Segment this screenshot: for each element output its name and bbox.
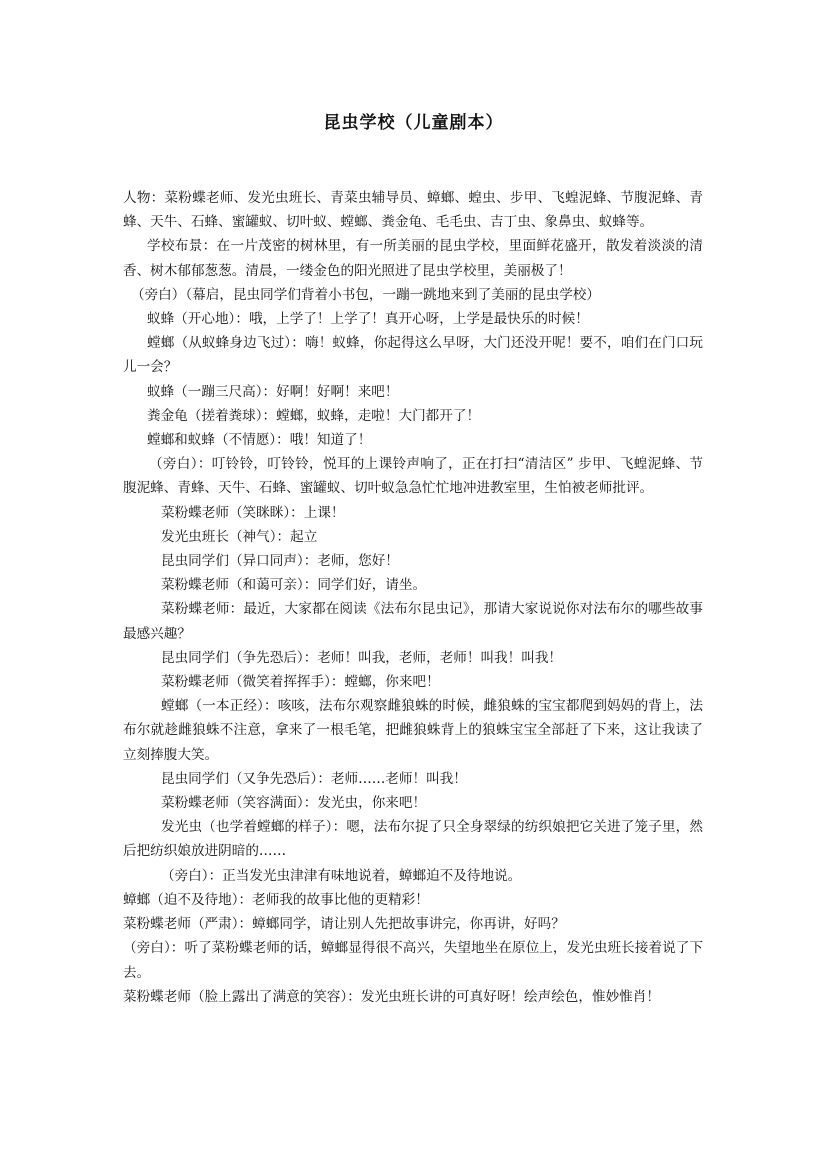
paragraph-dialogue: 菜粉蝶老师（笑眯眯）：上课！ xyxy=(161,504,345,521)
paragraph-dialogue: 昆虫同学们（争先恐后）：老师！叫我，老师，老师！叫我！叫我！ xyxy=(161,649,563,666)
paragraph-dialogue: 发光虫班长（神气）：起立 xyxy=(161,528,318,545)
paragraph-dialogue: 菜粉蝶老师（微笑着挥挥手）：螳螂，你来吧！ xyxy=(161,674,440,691)
paragraph-dialogue: 菜粉蝶老师（脸上露出了满意的笑容）：发光虫班长讲的可真好呀！绘声绘色，惟妙惟肖！ xyxy=(123,988,660,1005)
paragraph-dialogue: 蟑螂（迫不及待地）：老师我的故事比他的更精彩！ xyxy=(123,891,429,908)
paragraph-dialogue: 昆虫同学们（又争先恐后）：老师……老师！叫我！ xyxy=(161,770,467,787)
paragraph-dialogue: 蚁蜂（一蹦三尺高）：好啊！好啊！来吧！ xyxy=(147,383,399,400)
paragraph-narration: （旁白）（幕启，昆虫同学们背着小书包，一蹦一跳地来到了美丽的昆虫学校） xyxy=(131,286,600,303)
paragraph-narration: （旁白）：叮铃铃，叮铃铃，悦耳的上课铃声响了，正在打扫“清洁区” 步甲、飞蝗泥蜂、节腹泥蜂、青蜂、天牛、石蜂、蜜罐蚁、切叶蚁急急忙忙地冲进教室里，生怕被老师批评。 xyxy=(123,456,703,497)
paragraph-dialogue: 蚁蜂（开心地）：哦，上学了！上学了！真开心呀，上学是最快乐的时候！ xyxy=(147,311,589,328)
paragraph-dialogue: 螳螂（从蚁蜂身边飞过）：嗨！蚁蜂，你起得这么早呀，大门还没开呢！要不，咱们在门口玩儿一会？ xyxy=(123,335,703,376)
paragraph-narration: （旁白）：正当发光虫津津有味地说着，蟑螂迫不及待地说。 xyxy=(161,867,522,884)
paragraph-dialogue: 螳螂和蚁蜂（不情愿）：哦！知道了！ xyxy=(147,432,372,449)
paragraph-dialogue: 菜粉蝶老师：最近，大家都在阅读《法布尔昆虫记》，那请大家说说你对法布尔的哪些故事最感兴趣？ xyxy=(123,601,703,642)
paragraph-characters: 人物：菜粉蝶老师、发光虫班长、青菜虫辅导员、蟑螂、蝗虫、步甲、飞蝗泥蜂、节腹泥蜂、青蜂、天牛、石蜂、蜜罐蚁、切叶蚁、螳螂、粪金龟、毛毛虫、吉丁虫、象鼻虫、蚁蜂等。 xyxy=(123,190,703,231)
paragraph-setting: 学校布景：在一片茂密的树林里，有一所美丽的昆虫学校，里面鲜花盛开，散发着淡淡的清香、树木郁郁葱葱。清晨，一缕金色的阳光照进了昆虫学校里，美丽极了！ xyxy=(123,238,703,279)
paragraph-dialogue: 菜粉蝶老师（和蔼可亲）：同学们好，请坐。 xyxy=(161,577,427,594)
document-body xyxy=(123,186,703,1009)
paragraph-dialogue: 发光虫（也学着螳螂的样子）：嗯，法布尔捉了只全身翠绿的纺织娘把它关进了笼子里，然后把纺织娘放进阴暗的…… xyxy=(123,819,703,860)
document-title: 昆虫学校（儿童剧本） xyxy=(323,113,504,133)
paragraph-dialogue: 螳螂（一本正经）：咳咳，法布尔观察雌狼蛛的时候，雌狼蛛的宝宝都爬到妈妈的背上，法布尔就趁雌狼蛛不注意，拿来了一根毛笔，把雌狼蛛背上的狼蛛宝宝全部赶了下来，这让我读了立刻捧腹大笑。 xyxy=(123,698,703,763)
paragraph-dialogue: 昆虫同学们（异口同声）：老师，您好！ xyxy=(161,553,399,570)
paragraph-narration: （旁白）：听了菜粉蝶老师的话，蟑螂显得很不高兴，失望地坐在原位上，发光虫班长接着说了下去。 xyxy=(123,940,703,981)
paragraph-dialogue: 粪金龟（搓着粪球）：螳螂，蚁蜂，走啦！大门都开了！ xyxy=(147,407,481,424)
paragraph-dialogue: 菜粉蝶老师（笑容满面）：发光虫，你来吧！ xyxy=(161,795,427,812)
paragraph-dialogue: 菜粉蝶老师（严肃）：蟑螂同学，请让别人先把故事讲完，你再讲，好吗？ xyxy=(123,916,565,933)
